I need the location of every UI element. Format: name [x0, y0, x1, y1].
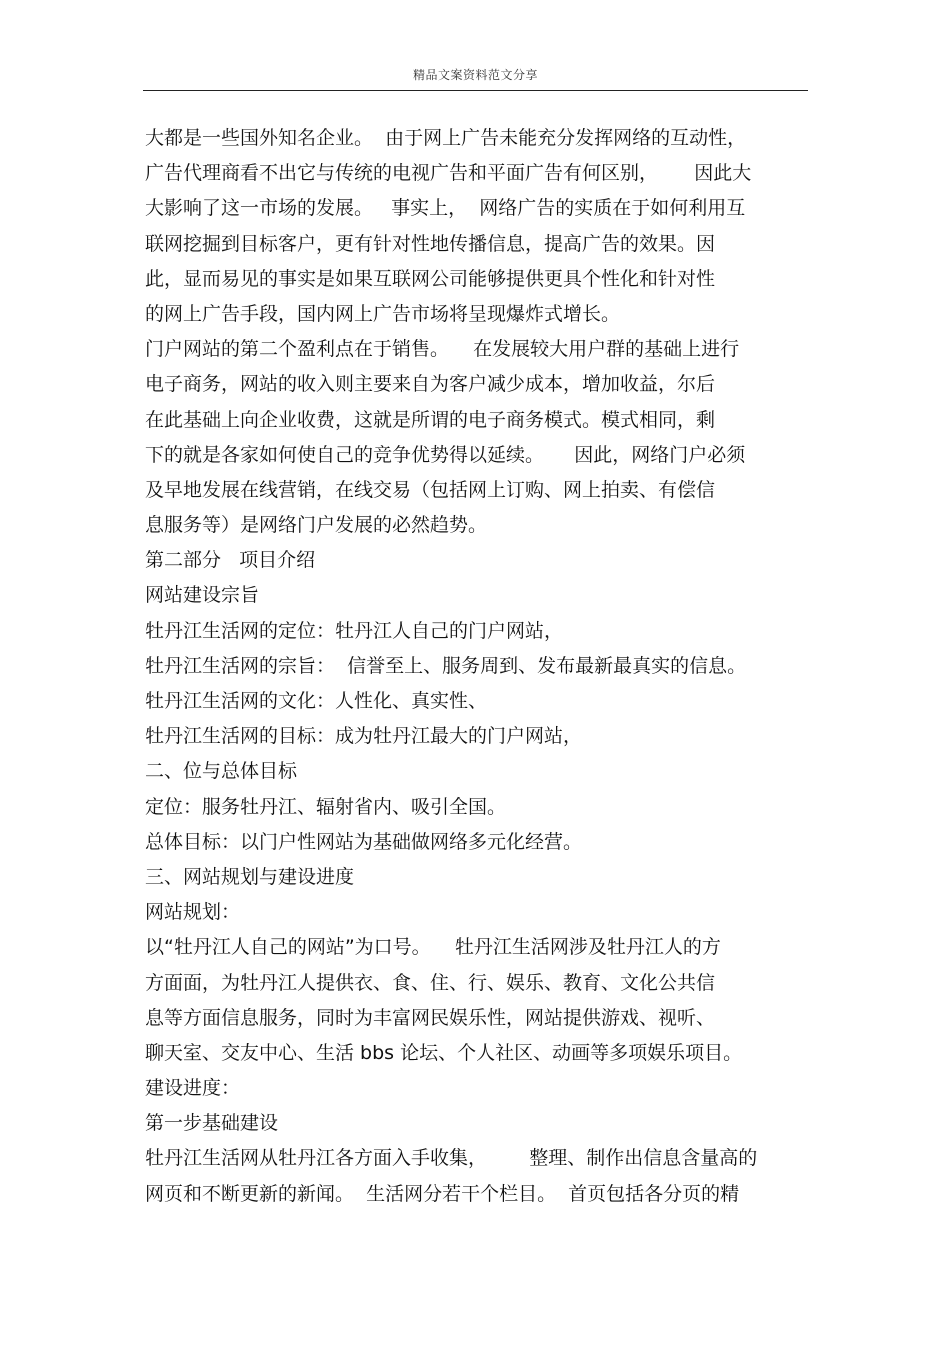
section-heading: 网站建设宗旨 — [145, 584, 260, 607]
body-line: 大影响了这一市场的发展。 事实上， 网络广告的实质在于如何利用互 — [145, 197, 746, 220]
body-line: 门户网站的第二个盈利点在于销售。 在发展较大用户群的基础上进行 — [145, 338, 740, 361]
body-line: 网页和不断更新的新闻。 生活网分若干个栏目。 首页包括各分页的精 — [145, 1182, 740, 1205]
body-line: 方面面，为牡丹江人提供衣、食、住、行、娱乐、教育、文化公共信 — [145, 971, 716, 994]
body-line: 在此基础上向企业收费，这就是所谓的电子商务模式。模式相同，剩 — [145, 408, 716, 431]
body-line: 聊天室、交友中心、生活 bbs 论坛、个人社区、动画等多项娱乐项目。 — [145, 1041, 743, 1064]
body-line: 牡丹江生活网从牡丹江各方面入手收集， 整理、制作出信息含量高的 — [145, 1147, 758, 1170]
body-line: 牡丹江生活网的定位：牡丹江人自己的门户网站， — [145, 619, 564, 642]
body-line: 牡丹江生活网的目标：成为牡丹江最大的门户网站， — [145, 725, 583, 748]
body-line: 广告代理商看不出它与传统的电视广告和平面广告有何区别， 因此大 — [145, 162, 752, 185]
section-heading: 建设进度： — [145, 1077, 241, 1100]
body-line: 的网上广告手段，国内网上广告市场将呈现爆炸式增长。 — [145, 302, 621, 325]
body-line: 联网挖掘到目标客户，更有针对性地传播信息，提高广告的效果。因 — [145, 232, 716, 255]
page-header: 精品文案资料范文分享 — [412, 68, 538, 82]
body-line: 息等方面信息服务，同时为丰富网民娱乐性，网站提供游戏、视听、 — [145, 1006, 716, 1029]
body-line: 此，显而易见的事实是如果互联网公司能够提供更具个性化和针对性 — [145, 267, 716, 290]
section-heading: 三、网站规划与建设进度 — [145, 865, 355, 888]
document-body — [145, 121, 810, 1212]
body-line: 下的就是各家如何使自己的竞争优势得以延续。 因此，网络门户必须 — [145, 443, 746, 466]
body-line: 牡丹江生活网的宗旨： 信誉至上、服务周到、发布最新最真实的信息。 — [145, 654, 747, 677]
header-rule — [143, 90, 808, 91]
body-line: 息服务等）是网络门户发展的必然趋势。 — [145, 514, 488, 537]
body-line: 总体目标：以门户性网站为基础做网络多元化经营。 — [145, 830, 583, 853]
section-heading: 第二部分 项目介绍 — [145, 549, 316, 572]
section-heading: 网站规划： — [145, 901, 241, 924]
body-line: 大都是一些国外知名企业。 由于网上广告未能充分发挥网络的互动性， — [145, 127, 747, 149]
body-line: 定位：服务牡丹江、辐射省内、吸引全国。 — [145, 795, 507, 818]
body-line: 以“牡丹江人自己的网站”为口号。 牡丹江生活网涉及牡丹江人的方 — [145, 936, 721, 959]
body-line: 电子商务，网站的收入则主要来自为客户减少成本，增加收益，尔后 — [145, 373, 716, 396]
body-line: 及早地发展在线营销，在线交易（包括网上订购、网上拍卖、有偿信 — [145, 478, 716, 501]
body-line: 牡丹江生活网的文化：人性化、真实性、 — [145, 690, 488, 712]
section-heading: 第一步基础建设 — [145, 1112, 279, 1135]
section-heading: 二、位与总体目标 — [145, 760, 298, 783]
